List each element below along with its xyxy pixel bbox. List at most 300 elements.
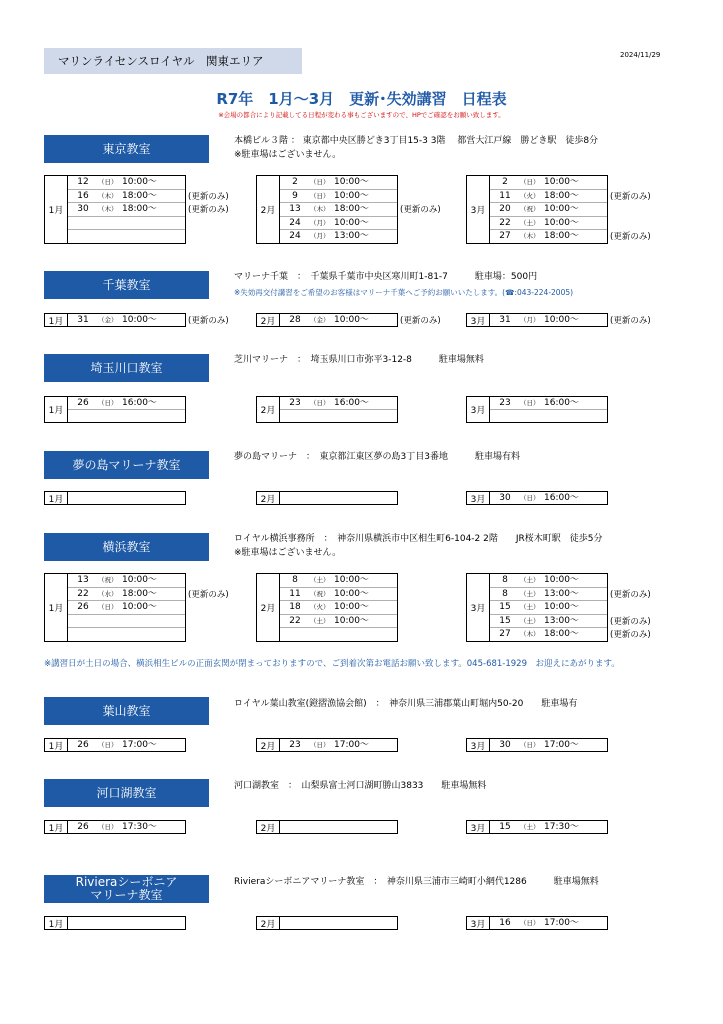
schedule-row (68, 821, 185, 833)
schedule-rows (68, 492, 185, 504)
day: 16 (499, 918, 511, 928)
start-time: 10:00～ (334, 588, 369, 599)
weekday (98, 628, 122, 641)
hayama-feb-row (256, 738, 398, 752)
day: 27 (499, 629, 511, 639)
month-label: 3月 (467, 397, 490, 422)
day: 22 (77, 588, 89, 599)
area-header: マリンライセンスロイヤル 関東エリア (44, 48, 302, 74)
day: 24 (289, 217, 301, 228)
riviera-address: Rivieraシーボニアマリーナ教室 ： 神奈川県三浦市三崎町小網代1286 駐車場無料 (234, 877, 599, 887)
renewal-only-note: (更新のみ) (188, 205, 229, 215)
schedule-row (280, 410, 397, 422)
month-label: 1月 (45, 397, 68, 422)
schedule-row (280, 492, 397, 504)
weekday (98, 492, 122, 504)
start-time: 18:00～ (122, 190, 157, 201)
weekday: （土） (520, 589, 540, 598)
month-label: 2月 (257, 574, 280, 641)
renewal-only-note: (更新のみ) (188, 191, 229, 202)
schedule-row (68, 217, 185, 230)
schedule-rows (490, 492, 607, 504)
chiba-address: マリーナ千葉 ： 千葉県千葉市中央区寒川町1-81-7 駐車場：500円 (234, 272, 538, 282)
schedule-row (280, 217, 397, 231)
chiba-note: ※失効再交付講習をご希望のお客様はマリーナ千葉へご予約お願いいたします。(☎:043-224-2005) (234, 288, 574, 297)
month-label: 1月 (45, 821, 68, 833)
day: 15 (499, 602, 511, 612)
weekday: （水） (98, 589, 118, 598)
schedule-row (68, 615, 185, 628)
weekday: （日） (98, 741, 118, 749)
weekday (310, 410, 334, 422)
weekday: （木） (520, 630, 540, 638)
weekday: （祝） (520, 205, 540, 213)
renewal-only-note: (更新のみ) (610, 316, 651, 326)
day: 16 (77, 190, 89, 201)
month-label: 1月 (45, 492, 68, 504)
top-note: ※会場の都合により記載してる日程が変わる事もございますので、HPでご確認をお願い致します。 (218, 111, 505, 119)
schedule-rows (490, 397, 607, 422)
schedule-row (68, 410, 185, 422)
start-time: 18:00～ (122, 204, 157, 214)
weekday: （木） (98, 191, 118, 200)
schedule-row (68, 588, 185, 602)
day: 22 (289, 615, 301, 626)
schedule-row (490, 601, 607, 615)
day: 31 (77, 315, 89, 325)
day: 13 (77, 575, 89, 585)
schedule-row (68, 190, 185, 204)
schedule-rows (490, 176, 607, 243)
day: 31 (499, 315, 511, 325)
start-time: 10:00～ (122, 177, 157, 187)
schedule-row (280, 917, 397, 929)
schedule-row (68, 314, 185, 326)
renewal-only-note: (更新のみ) (610, 232, 651, 242)
schedule-row (490, 190, 607, 204)
weekday: （日） (310, 399, 330, 407)
yokohama-mar-table (466, 573, 608, 642)
schedule-row (68, 176, 185, 190)
chiba-jan-row (44, 313, 186, 327)
tokyo-address: 本橋ビル３階 ： 東京都中央区勝どき3丁目15-3 3階 都営大江戸線 勝どき駅 徒歩8分 (234, 136, 599, 146)
schedule-row (490, 230, 607, 243)
day (490, 410, 520, 422)
weekday: （火） (310, 603, 330, 611)
month-label: 2月 (257, 739, 280, 751)
day: 12 (77, 177, 89, 187)
schedule-rows (68, 574, 185, 641)
month-label: 1月 (45, 314, 68, 326)
yokohama-feb-table (256, 573, 398, 642)
day (68, 615, 98, 627)
schedule-rows (490, 917, 607, 929)
tokyo-jan-table (44, 175, 186, 244)
weekday: （日） (310, 191, 330, 200)
yokohama-address: ロイヤル横浜事務所 ： 神奈川県横浜市中区相生町6-104-2 2階 JR桜木町駅 徒歩5分 (234, 534, 603, 544)
start-time: 10:00～ (544, 177, 579, 187)
kawaguchiko-jan-row (44, 820, 186, 834)
weekday: （日） (98, 603, 118, 611)
schedule-rows (68, 917, 185, 929)
weekday: （火） (520, 191, 540, 200)
schedule-rows (280, 176, 397, 243)
day: 23 (289, 740, 301, 750)
schedule-rows (68, 821, 185, 833)
day: 26 (77, 398, 89, 408)
day (68, 217, 98, 229)
day: 30 (499, 493, 511, 503)
weekday: （月） (310, 218, 330, 227)
weekday: （月） (310, 232, 330, 240)
schedule-rows (68, 739, 185, 751)
schedule-rows (490, 739, 607, 751)
weekday (98, 230, 122, 243)
month-label: 1月 (45, 574, 68, 641)
renewal-only-note: (更新のみ) (610, 589, 651, 600)
day: 26 (77, 822, 89, 832)
schedule-row (280, 601, 397, 615)
month-label: 2月 (257, 176, 280, 243)
schedule-row (490, 739, 607, 751)
day: 2 (502, 177, 508, 187)
start-time: 10:00～ (122, 315, 157, 325)
day: 18 (289, 602, 301, 612)
tokyo-mar-table (466, 175, 608, 244)
day: 11 (289, 588, 301, 599)
schedule-row (280, 314, 397, 326)
tokyo-feb-table (256, 175, 398, 244)
schedule-rows (68, 314, 185, 326)
kawaguchiko-feb-row (256, 820, 398, 834)
weekday: （日） (520, 919, 540, 927)
schedule-row (490, 615, 607, 629)
weekday: （金） (310, 316, 330, 324)
start-time: 10:00～ (544, 602, 579, 612)
weekday (520, 410, 544, 422)
start-time (334, 628, 394, 641)
schedule-rows (280, 739, 397, 751)
start-time: 10:00～ (334, 315, 369, 325)
schedule-row (280, 574, 397, 588)
month-label: 2月 (257, 492, 280, 504)
start-time (122, 917, 182, 929)
section-title-yumenoshima: 夢の島マリーナ教室 (44, 451, 209, 479)
start-time: 16:00～ (544, 493, 579, 503)
section-title-tokyo: 東京教室 (44, 135, 209, 163)
schedule-row (490, 588, 607, 602)
section-title-hayama: 葉山教室 (44, 697, 209, 725)
schedule-row (68, 739, 185, 751)
day (68, 492, 98, 504)
schedule-rows (490, 821, 607, 833)
day: 9 (292, 190, 298, 201)
weekday: （祝） (98, 576, 118, 584)
day: 23 (499, 398, 511, 408)
schedule-row (280, 615, 397, 629)
day: 8 (292, 575, 298, 585)
start-time (122, 615, 182, 627)
schedule-row (280, 821, 397, 833)
renewal-only-note: (更新のみ) (610, 191, 651, 202)
month-label: 3月 (467, 176, 490, 243)
day: 26 (77, 602, 89, 612)
day: 30 (77, 204, 89, 214)
month-label: 3月 (467, 821, 490, 833)
start-time: 16:00～ (544, 398, 579, 408)
weekday (98, 917, 122, 929)
riviera-feb-row (256, 916, 398, 930)
page-title: R7年 1月～3月 更新･失効講習 日程表 (216, 90, 507, 108)
hayama-mar-row (466, 738, 608, 752)
schedule-rows (68, 176, 185, 243)
start-time: 18:00～ (334, 204, 369, 214)
day: 24 (289, 231, 301, 241)
weekday: （土） (520, 218, 540, 227)
start-time (122, 410, 182, 422)
start-time (122, 628, 182, 641)
month-label: 2月 (257, 314, 280, 326)
section-title-yokohama: 横浜教室 (44, 533, 209, 561)
riviera-jan-row (44, 916, 186, 930)
schedule-row (280, 230, 397, 243)
start-time: 17:00～ (334, 740, 369, 750)
schedule-row (68, 230, 185, 243)
schedule-rows (280, 492, 397, 504)
saitama-jan-table (44, 396, 186, 423)
weekday: （土） (520, 616, 540, 625)
weekday: （土） (520, 603, 540, 611)
month-label: 3月 (467, 917, 490, 929)
weekday: （祝） (310, 589, 330, 598)
yumenoshima-feb-row (256, 491, 398, 505)
weekday: （日） (520, 494, 540, 502)
weekday: （木） (98, 205, 118, 213)
schedule-row (68, 628, 185, 641)
day: 13 (289, 204, 301, 214)
weekday (310, 821, 334, 833)
riviera-mar-row (466, 916, 608, 930)
day (280, 492, 310, 504)
schedule-row (490, 821, 607, 833)
month-label: 3月 (467, 574, 490, 641)
month-label: 3月 (467, 314, 490, 326)
day (280, 821, 310, 833)
start-time: 10:00～ (544, 204, 579, 214)
riviera-title-line1: Rivieraシーボニア (75, 875, 178, 889)
start-time: 17:00～ (544, 918, 579, 928)
yokohama-jan-table (44, 573, 186, 642)
weekday (310, 492, 334, 504)
schedule-row (490, 917, 607, 929)
day: 20 (499, 204, 511, 214)
schedule-row (490, 492, 607, 504)
schedule-row (68, 574, 185, 588)
start-time: 10:00～ (544, 315, 579, 325)
start-time (122, 492, 182, 504)
month-label: 2月 (257, 397, 280, 422)
day: 2 (292, 177, 298, 187)
weekday: （金） (98, 316, 118, 324)
day (68, 410, 98, 422)
kawaguchiko-mar-row (466, 820, 608, 834)
weekday: （土） (520, 823, 540, 831)
weekday: （木） (520, 232, 540, 240)
riviera-title-line2: マリーナ教室 (90, 888, 163, 902)
schedule-rows (280, 397, 397, 422)
start-time: 16:00～ (334, 398, 369, 408)
start-time: 13:00～ (334, 231, 369, 241)
schedule-row (490, 176, 607, 190)
schedule-row (280, 397, 397, 410)
weekday: （日） (520, 741, 540, 749)
schedule-row (280, 190, 397, 204)
start-time: 10:00～ (334, 177, 369, 187)
start-time: 13:00～ (544, 588, 579, 599)
schedule-rows (280, 574, 397, 641)
start-time: 17:00～ (544, 740, 579, 750)
renewal-only-note: (更新のみ) (400, 205, 441, 215)
start-time: 17:30～ (122, 822, 157, 832)
month-label: 3月 (467, 492, 490, 504)
yumenoshima-mar-row (466, 491, 608, 505)
day: 23 (289, 398, 301, 408)
weekday: （土） (310, 616, 330, 625)
day: 22 (499, 217, 511, 228)
start-time: 16:00～ (122, 398, 157, 408)
day: 8 (502, 575, 508, 585)
schedule-rows (280, 821, 397, 833)
schedule-row (280, 588, 397, 602)
day (68, 628, 98, 641)
month-label: 2月 (257, 917, 280, 929)
schedule-row (68, 397, 185, 410)
start-time: 10:00～ (334, 217, 369, 228)
day (280, 917, 310, 929)
start-time: 10:00～ (122, 575, 157, 585)
day: 15 (499, 822, 511, 832)
schedule-row (490, 410, 607, 422)
hayama-address: ロイヤル葉山教室(鐙摺漁協会館) ： 神奈川県三浦郡葉山町堀内50-20 駐車場有 (234, 699, 578, 709)
schedule-row (280, 628, 397, 641)
section-title-chiba: 千葉教室 (44, 271, 209, 299)
weekday: （日） (98, 178, 118, 186)
chiba-mar-row (466, 313, 608, 327)
schedule-row (490, 397, 607, 410)
weekday: （日） (98, 399, 118, 407)
weekday: （土） (520, 576, 540, 584)
start-time: 18:00～ (544, 190, 579, 201)
schedule-row (280, 739, 397, 751)
saitama-mar-table (466, 396, 608, 423)
day (68, 230, 98, 243)
weekday (98, 410, 122, 422)
start-time: 10:00～ (544, 575, 579, 585)
start-time: 10:00～ (334, 602, 369, 612)
start-time (334, 917, 394, 929)
day (68, 917, 98, 929)
start-time: 18:00～ (544, 629, 579, 639)
day: 8 (502, 588, 508, 599)
section-title-saitama: 埼玉川口教室 (44, 354, 209, 382)
day (280, 410, 310, 422)
weekday (98, 217, 122, 229)
schedule-row (68, 917, 185, 929)
weekday: （日） (520, 178, 540, 186)
start-time: 10:00～ (334, 615, 369, 626)
weekday: （月） (520, 316, 540, 324)
weekday: （木） (310, 205, 330, 213)
month-label: 2月 (257, 821, 280, 833)
start-time (122, 230, 182, 243)
day: 28 (289, 315, 301, 325)
kawaguchiko-address: 河口湖教室 ： 山梨県富士河口湖町勝山3833 駐車場無料 (234, 781, 487, 791)
start-time (334, 410, 394, 422)
start-time: 10:00～ (544, 217, 579, 228)
weekday (98, 615, 122, 627)
weekday: （日） (98, 823, 118, 831)
issue-date: 2024/11/29 (620, 51, 661, 59)
hayama-jan-row (44, 738, 186, 752)
day (280, 628, 310, 641)
month-label: 3月 (467, 739, 490, 751)
schedule-row (490, 628, 607, 641)
day: 11 (499, 190, 511, 201)
schedule-row (490, 217, 607, 231)
renewal-only-note: (更新のみ) (400, 316, 441, 326)
weekday (310, 917, 334, 929)
day: 26 (77, 740, 89, 750)
start-time (544, 410, 604, 422)
renewal-only-note: (更新のみ) (188, 589, 229, 600)
start-time: 10:00～ (334, 190, 369, 201)
schedule-rows (490, 314, 607, 326)
weekday: （日） (520, 399, 540, 407)
day: 30 (499, 740, 511, 750)
start-time: 10:00～ (122, 602, 157, 612)
schedule-row (490, 574, 607, 588)
schedule-row (490, 314, 607, 326)
day: 27 (499, 231, 511, 241)
weekday: （日） (310, 178, 330, 186)
schedule-rows (68, 397, 185, 422)
renewal-only-note: (更新のみ) (610, 616, 651, 627)
schedule-rows (280, 917, 397, 929)
section-title-riviera (44, 875, 209, 903)
month-label: 1月 (45, 176, 68, 243)
schedule-row (280, 203, 397, 217)
renewal-only-note: (更新のみ) (188, 316, 229, 326)
start-time: 13:00～ (544, 615, 579, 626)
weekday: （土） (310, 576, 330, 584)
section-title-kawaguchiko: 河口湖教室 (44, 779, 209, 807)
schedule-row (280, 176, 397, 190)
chiba-feb-row (256, 313, 398, 327)
start-time: 18:00～ (544, 231, 579, 241)
schedule-row (68, 492, 185, 504)
start-time: 18:00～ (122, 588, 157, 599)
renewal-only-note: (更新のみ) (610, 630, 651, 640)
start-time (334, 821, 394, 833)
schedule-rows (490, 574, 607, 641)
start-time (334, 492, 394, 504)
tokyo-parking: ※駐車場はございません。 (234, 150, 342, 160)
yumenoshima-address: 夢の島マリーナ ： 東京都江東区夢の島3丁目3番地 駐車場有料 (234, 452, 520, 462)
schedule-row (68, 601, 185, 615)
day: 15 (499, 615, 511, 626)
start-time: 17:00～ (122, 740, 157, 750)
schedule-row (490, 203, 607, 217)
